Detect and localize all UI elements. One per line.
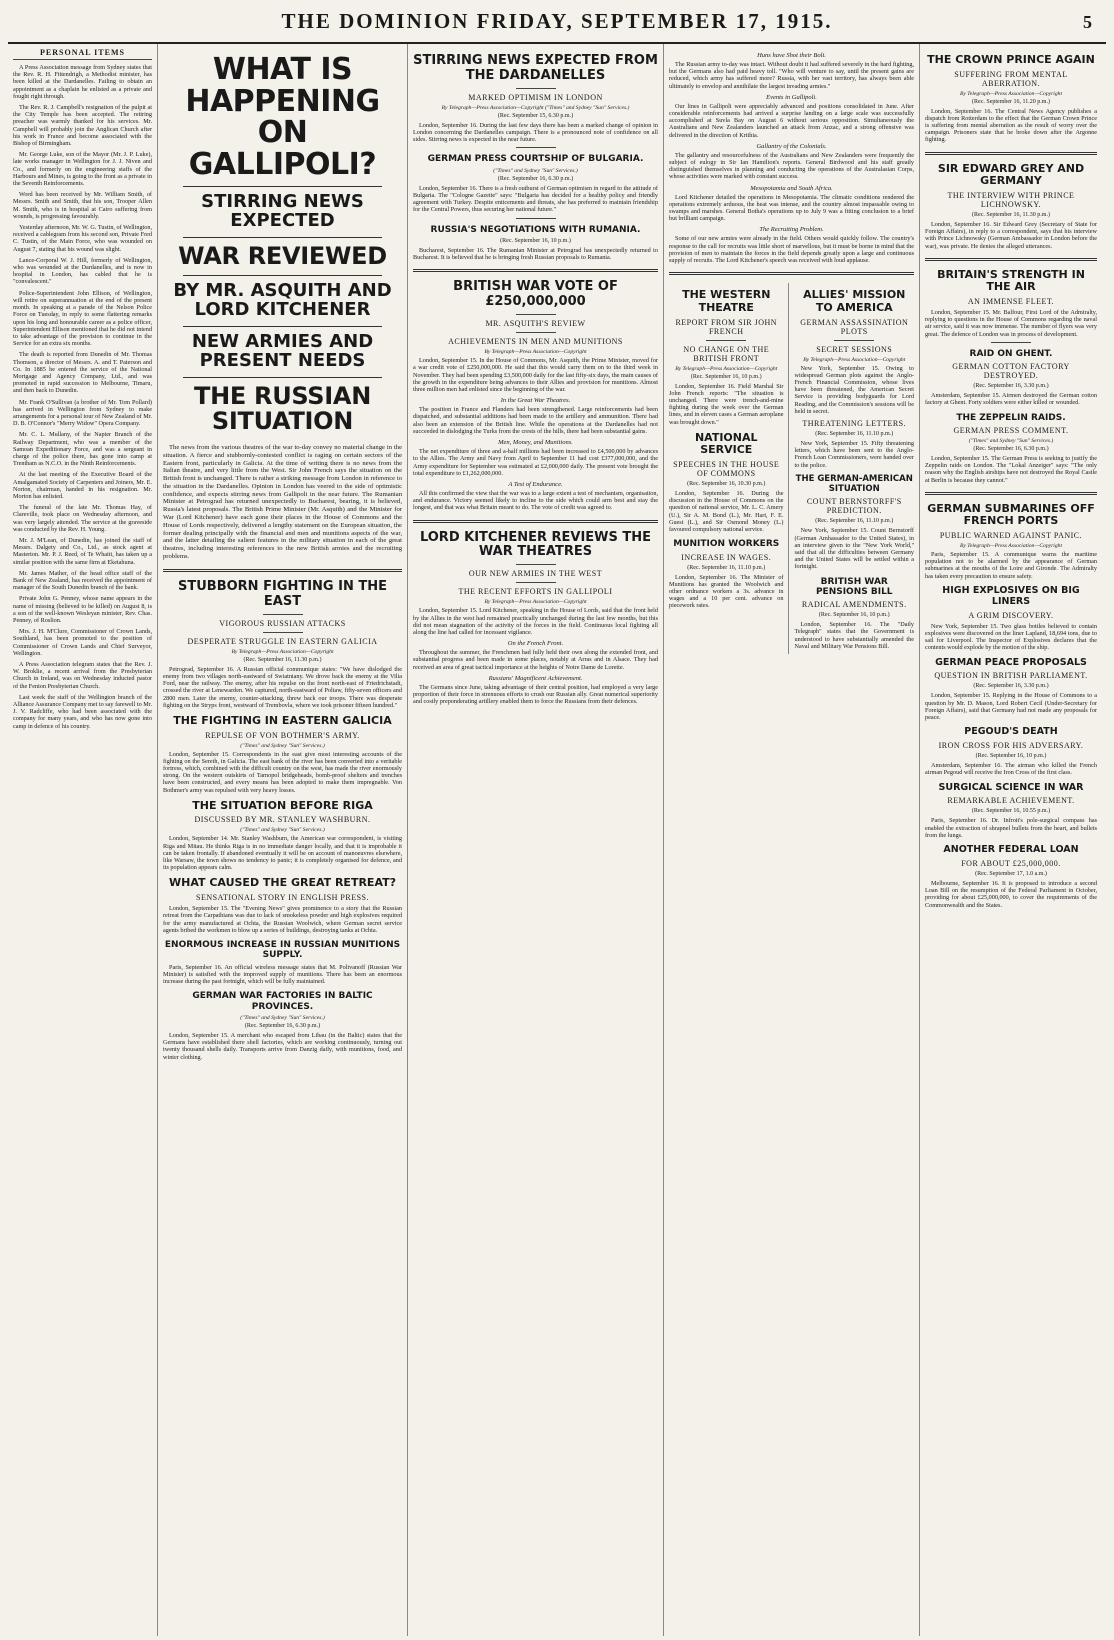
article-subhead: THREATENING LETTERS. — [802, 418, 907, 428]
dateline: (Rec. September 16, 6.30 p.m.) — [244, 1022, 321, 1029]
section-subhead: On the French Front. — [507, 640, 564, 648]
article-subhead: NO CHANGE ON THE BRITISH FRONT — [683, 344, 770, 363]
article-text: London, September 15. Mr. Balfour, First Lord of the Admiralty, replying to questions in the House of Commons regarding the naval air service, said it was now immense. The number of flyers was very great. The defence of London was in process of development. — [925, 309, 1097, 338]
byline: ("Times" and Sydney "Sun" Services.) — [240, 827, 325, 834]
divider — [413, 269, 658, 272]
section-subhead: Huns have Shot their Bolt. — [757, 52, 826, 59]
article-headline: ENORMOUS INCREASE IN RUSSIAN MUNITIONS SUPPLY. — [164, 939, 401, 961]
divider — [706, 340, 746, 341]
split-section — [669, 283, 914, 654]
article-subhead: MARKED OPTIMISM IN LONDON — [468, 92, 603, 102]
article-text: Throughout the summer, the Frenchmen had fully held their own along the extended front, and substantial progress and been made in some places, notably at Arras and in Alsace. They had received an area of great tactical importance at the heights of Notre Dame de Lorette. — [413, 649, 658, 671]
article-text: Paris, September 16. An official wireless message states that M. Polivanoff (Russian War Minister) is satisfied with the improved supply of munitions. There has been an enormous increase during the past fortnight, which will be fully maintained. — [163, 963, 402, 986]
article-text: London, September 16. During the discussion in the House of Commons on the question of national service, Mr. L. C. Amery (U.), Sir A. M. Bond (L.), Mr. Hart, F. E. Guest (L.), and Sir Osmond Money (L.) favoured compulsory national service. — [669, 490, 784, 534]
divider — [263, 632, 303, 633]
divider — [516, 582, 556, 583]
article-text: London, September 15. The "Evening News" gives prominence to a story that the Russian retreat from the Carpathians was due to lack of smokeless powder and high explosives required for the army manufactured at Ochta, the Russian Woolwich, where German secret service agents bribed the workmen to blow up a series of buildings, destroying tanks at Ochta. — [163, 905, 402, 934]
article-subhead: FOR ABOUT £25,000,000. — [961, 859, 1061, 869]
article-headline: RUSSIA'S NEGOTIATIONS WITH RUMANIA. — [430, 224, 641, 235]
masthead — [8, 0, 1106, 44]
article-headline: THE FIGHTING IN EASTERN GALICIA — [173, 713, 392, 727]
article-text: Lord Kitchener detailed the operations in Mesopotamia. The climatic conditions rendered the operations extremely arduous, the heat was intense, and the country almost impassable owing to swamps and marshes. General Botha's operations up to July 9 was a fitting conclusion to a brief but brilliant campaign. — [669, 193, 914, 223]
article-headline: ANOTHER FEDERAL LOAN — [943, 844, 1079, 856]
section-subhead: Events in Gallipoli. — [766, 93, 817, 101]
article-subhead: REPULSE OF VON BOTHMER'S ARMY. — [205, 730, 360, 740]
divider — [183, 186, 382, 187]
masthead-title: THE DOMINION FRIDAY, SEPTEMBER 17, 1915. — [281, 8, 833, 33]
dateline: (Rec. September 16, 11.10 p.m.) — [815, 518, 894, 525]
main-headline: WHAT IS HAPPENING ON GALLIPOLI? — [185, 52, 380, 182]
paragraph: Mr. J. M'Lean, of Dunedin, has joined the staff of Messrs. Dalgety and Co., Ltd., as stock agent at Masterton. Mr. P. J. Reed, of Te Whaiti, has taken up a similar position with the same firm at Eketahuna. — [13, 536, 152, 566]
article-headline: SIR EDWARD GREY AND GERMANY — [937, 161, 1085, 188]
article-headline: PEGOUD'S DEATH — [964, 726, 1058, 738]
paragraph: Mr. C. L. Mullany, of the Napier Branch of the Railway Department, who was a member of the Samoan Expeditionary Force, and was a sergeant in charge of the police there, has gone into camp at Trentham as N.C.O. in the Ninth Reinforcements. — [13, 431, 152, 468]
article-text: The net expenditure of three and a-half millions had been increased to £4,500,000 by advances to the Allies. The Army and Navy from April to September 11 had cost £377,000,000, and the Army expenditure for September was estimated at £2,000,000 daily. The present vote brought the total expenditure to £1,262,000,000. — [413, 448, 658, 477]
article-headline: GERMAN WAR FACTORIES IN BALTIC PROVINCES. — [192, 991, 373, 1012]
western-theatre-column — [669, 283, 789, 654]
paragraph: Word has been received by Mr. William Smith, of Messrs. Smith and Smith, that his son, Trooper Allen M. Smith, who is in hospital at Cairo suffering from wounds, is progressing favourably. — [13, 191, 152, 220]
intro-text: The news from the various theatres of the war to-day convey no material change in the situation. A fierce and stubbornly-contested conflict is raging on certain sectors of the Eastern front, particularly in Galicia. At the time of writing there is no news from the Italian theatre, and very little from the West. Sir John French says the situation on the British front is unchanged. There is rather a striking message from London in reference to the situation in the Dardanelles. Opinion in London has veered to the side of optimistic confidence, and expects stirring news from Gallipoli in the near future. The Rumanian Minister at Petrograd has returned unexpectedly to Bucharest, bearing, it is believed, Russia's latest proposals. The British Prime Minister (Mr. Asquith) and the Minister for War (Lord Kitchener) have each gone their places in the House of Commons and the House of Lords respectively, delivered a lengthy statement on the European situation, the former dealing principally with the financial and men and munitions aspects of the war, and the latter detailing the salient features in the military situation in each of the great theatres, including interesting references to the new British armies and the recruiting problems. — [163, 443, 402, 561]
article-text: The Russian army to-day was intact. Without doubt it had suffered severely in the hard fighting, but the Germans also had paid heavy toll. "Who will venture to say, until the present gains are reduced, which army has suffered more? Russia, with her vast territory, has always been able ultimately to envelop and annihilate the largest invading armies." — [669, 61, 914, 90]
dateline: (Rec. September 16, 6.30 p.m.) — [973, 445, 1049, 452]
dateline: (Rec. September 16, 11.10 p.m.) — [815, 430, 894, 437]
article-text: London, September 15. The German Press is seeking to justify the Zeppelin raids on London. The "Lokal Anzeiger" says: "The only reason why the English airships have not destroyed the Royal Castle at Berlin is because they cannot." — [925, 454, 1097, 484]
allies-mission-column — [795, 283, 915, 654]
dateline: (Rec. September 16, 10.30 p.m.) — [687, 481, 766, 488]
article-text: New York, September 15. Count Bernstorff (German Ambassador to the United States), in an interview given to the "New York World," said that all the difficulties between Germany and the United States will be settled within a fortnight. — [794, 527, 914, 571]
divider — [516, 332, 556, 333]
article-headline: THE GERMAN-AMERICAN SITUATION — [795, 473, 913, 494]
article-subhead: RADICAL AMENDMENTS. — [801, 600, 907, 610]
column-personal-items — [8, 44, 158, 1636]
dateline: (Rec. September 16, 10 p.m.) — [975, 753, 1047, 760]
article-subhead: GERMAN PRESS COMMENT. — [953, 425, 1069, 435]
article-text: Paris, September 16. Dr. Infroit's pole-surgical compass has enabled the extraction of shrapnel bullets from the heart, and bullets from the lungs. — [925, 817, 1097, 839]
divider — [183, 377, 382, 378]
article-subhead: SECRET SESSIONS — [816, 344, 893, 354]
paragraph: At the last meeting of the Executive Board of the Amalgamated Society of Carpenters and Joiners, Mr. E. Norton, chairman, handed in his resignation. Mr. Morton has enlisted. — [13, 471, 152, 500]
article-headline: MUNITION WORKERS — [673, 539, 780, 550]
byline: ("Times" and Sydney "Sun" Services.) — [968, 437, 1054, 444]
paragraph: Last week the staff of the Wellington branch of the Alliance Assurance Company met to say farewell to Mr. J. V. Radcliffe, who had been associated with the company for many years, and who has now gone into camp in defence of his country. — [13, 693, 153, 730]
column-war-news — [408, 44, 664, 1636]
divider — [925, 492, 1097, 495]
article-subhead: REPORT FROM SIR JOHN FRENCH — [675, 317, 778, 336]
paragraph: The Rev. R. J. Campbell's resignation of the pulpit at the City Temple has been accepted. The retiring preacher was warmly thanked for his services. Mr. Campbell will probably join the Anglican Church after his work in France and become associated with the Bishop of Birmingham. — [13, 104, 152, 148]
byline: By Telegraph—Press Association—Copyright — [675, 365, 778, 372]
paragraph: Private John G. Penney, whose name appears in the name of missing (believed to be killed) on August 8, is a son of the well-known Wesleyan minister, Rev. Chas. Penney, of Roslion. — [13, 595, 152, 625]
article-text: London, September 14. Mr. Stanley Washburn, the American war correspondent, is visiting Riga and Mitau. He thinks Riga is in no immediate danger locally, and that it is improbable it can be taken frontally. If abandoned eventually it will be on account of manoeuvres elsewhere, like Warsaw, the town shows no tendency to panic; it is completely organised for defence, and its population appears calm. — [163, 835, 402, 872]
article-text: New York, September 15. Owing to widespread German plots against the Anglo-French Financial Commission, whose lives have been threatened, the American Secret Service is providing bodyguards for Lord Reading, and the Commission's sessions will be held in secret. — [794, 364, 914, 415]
divider — [669, 272, 914, 275]
section-subhead: The Recruiting Problem. — [759, 226, 824, 234]
paragraph: A Press Association message from Sydney states that the Rev. R. H. Fittendrigh, a Methodist minister, has been killed at the Dardanelles. Failing to obtain an appointment as a chaplain he enlisted as a private and fought right through. — [13, 64, 152, 100]
paragraph: Mr. George Luke, son of the Mayor (Mr. J. P. Luke), late works manager in Wellington for J. J. Niven and Co., and formerly on the engineering staffs of the Harbours and Mines, is going to the front as a private in the Seventh Reinforcements. — [13, 151, 152, 188]
dateline: (Rec. September 16, 11.20 p.m.) — [972, 98, 1050, 105]
divider — [183, 326, 382, 327]
dateline: (Rec. September 16, 11.30 p.m.) — [243, 656, 322, 663]
article-text: London, September 16. The Minister of Munitions has granted the Woolwich and other ordnance workers a 3s. advance in wages and a 10 per cent. advance on piecework rates. — [669, 573, 784, 610]
article-subhead: IRON CROSS FOR HIS ADVERSARY. — [938, 741, 1084, 751]
article-headline: THE CROWN PRINCE AGAIN — [927, 53, 1095, 66]
divider — [925, 152, 1097, 155]
article-subhead: SUFFERING FROM MENTAL ABERRATION. — [954, 69, 1068, 88]
article-text: New York, September 15. Fifty threatening letters, which have been sent to the Anglo-French Loan Commissioners, were handed over to the police. — [794, 439, 914, 469]
section-subhead: Russians' Magnificent Achievement. — [488, 674, 583, 682]
column-main-story — [158, 44, 408, 1636]
divider — [516, 147, 556, 148]
byline: By Telegraph—Press Association—Copyright — [959, 543, 1063, 550]
dateline: (Rec. September 15, 6.30 p.m.) — [497, 112, 574, 119]
divider — [925, 258, 1097, 261]
paragraph: Police-Superintendent John Ellison, of Wellington, will retire on superannuation at the end of the present month. In speaking at a parade of the Nelson Police Force on Tuesday, in reply to some flattering remarks upon his long and honourable career as a police officer, Superintendent Ellison mentioned that he did not intend to take advantage of the provision to continue in the Service for an extra six months. — [13, 289, 152, 348]
divider — [263, 614, 303, 615]
divider — [516, 564, 556, 565]
divider — [413, 520, 658, 523]
section-subhead: Men, Money, and Munitions. — [498, 439, 573, 447]
article-subhead: MR. ASQUITH'S REVIEW — [485, 319, 586, 329]
article-subhead: THE INTERVIEW WITH PRINCE LICHNOWSKY. — [947, 190, 1075, 209]
column-cables — [920, 44, 1102, 1636]
byline: By Telegraph—Press Association—Copyright — [959, 90, 1063, 97]
article-subhead: GERMAN ASSASSINATION PLOTS — [800, 317, 909, 336]
article-subhead: AN IMMENSE FLEET. — [967, 297, 1055, 307]
byline: ("Times" and Sydney "Sun" Services.) — [240, 742, 325, 749]
deck-headline: THE RUSSIAN SITUATION — [194, 381, 371, 435]
section-title: PERSONAL ITEMS — [13, 48, 152, 60]
article-headline: STIRRING NEWS EXPECTED FROM THE DARDANELLES — [413, 53, 658, 83]
article-subhead: OUR NEW ARMIES IN THE WEST — [468, 569, 603, 579]
byline: By Telegraph—Press Association—Copyright — [484, 349, 587, 356]
article-headline: BRITISH WAR VOTE OF £250,000,000 — [453, 279, 618, 310]
paragraph: The death is reported from Dunedin of Mr. Thomas Thomson, a director of Messrs. A. and T. Paterson and Co. In 1885 he entered the service of the National Mortgage and Agency Company, Ltd., and was promoted in rapid succession to Melbourne, Timaru, and then back to Dunedin. — [13, 351, 152, 395]
article-text: The Germans since June, taking advantage of their central position, had employed a very large proportion of their force in strenuous efforts to crush our Russian ally. Great numerical superiority and costly preponderating artillery enabled them to force the Russians from their defences. — [413, 683, 658, 706]
dateline: (Rec. September 16, 10 p.m.) — [500, 237, 571, 244]
article-subhead: REMARKABLE ACHIEVEMENT. — [947, 796, 1075, 806]
byline: ("Times" and Sydney "Sun" Services.) — [240, 1014, 325, 1021]
divider — [991, 342, 1031, 343]
paragraph: Lance-Corporal W. J. Hill, formerly of Wellington, who was wounded at the Dardanelles, and is now in hospital in London, has cabled that he is "convalescent." — [13, 256, 152, 286]
divider — [516, 218, 556, 219]
dateline: (Rec. September 16, 11.30 p.m.) — [972, 211, 1050, 218]
article-headline: ALLIES' MISSION TO AMERICA — [803, 288, 906, 314]
article-text: London, September 15. In the House of Commons, Mr. Asquith, the Prime Minister, moved for a war credit vote of £250,000,000. He said that this would carry them on to the third week in November. They had been spending £3,500,000 daily for the last fifty-six days, the main causes of the growth in the expenditure being advances to their Allies and provision for munitions. Almost three million men had enlisted since the beginning of the war. — [413, 357, 658, 394]
paragraph: A Press Association telegram states that the Rev. J. W. Broklie, a recent arrival from the Presbyterian Church in Ireland, was on Wednesday inducted pastor of the Fenton Presbyterian Church. — [13, 661, 152, 690]
article-text: Amsterdam, September 16. The airman who killed the French airman Pegoud will receive the Iron Cross of the first class. — [925, 762, 1097, 777]
columns — [8, 44, 1106, 1636]
section-subhead: Mesopotamia and South Africa. — [750, 184, 833, 192]
article-headline: NATIONAL SERVICE — [694, 430, 758, 457]
article-text: London, September 15. Replying in the House of Commons to a question by Mr. D. Mason, Lord Robert Cecil (Under-Secretary for Foreign Affairs), said that Germany had not made any proposals for peace. — [925, 692, 1097, 722]
article-subhead: A GRIM DISCOVERY. — [968, 610, 1054, 620]
article-subhead: SENSATIONAL STORY IN ENGLISH PRESS. — [196, 893, 369, 903]
paragraph: Mrs. J. H. M'Clure, Commissioner of Crown Lands, Southland, has been promoted to the position of Commissioner of Crown Lands and Chief Surveyor, Wellington. — [13, 628, 152, 657]
paragraph: Mr. James Mather, of the head office staff of the Bank of New Zealand, has received the appointment of manager of the South Dunedin branch of the bank. — [13, 569, 152, 592]
dateline: (Rec. September 16, 3.30 p.m.) — [973, 683, 1049, 690]
byline: By Telegraph—Press Association—Copyright — [803, 356, 906, 363]
article-headline: WHAT CAUSED THE GREAT RETREAT? — [169, 876, 396, 890]
dateline: (Rec. September 16, 11.10 p.m.) — [687, 564, 766, 571]
byline: By Telegraph—Press Association—Copyright — [484, 599, 587, 606]
article-headline: RAID ON GHENT. — [969, 348, 1053, 359]
divider — [516, 314, 556, 315]
article-text: All this confirmed the view that the war was to a large extent a test of mechanism, organisation, and endurance. Victory seemed likely to incline to the side which could arm best and stay the longest, and that was what Britain meant to do. The vote of credit was agreed to. — [413, 489, 658, 512]
page-number: 5 — [1083, 12, 1092, 32]
section-subhead: In the Great War Theatres. — [500, 397, 571, 405]
deck-headline: STIRRING NEWS EXPECTED — [201, 191, 364, 231]
article-headline: HIGH EXPLOSIVES ON BIG LINERS — [942, 584, 1080, 607]
divider — [163, 569, 402, 572]
article-text: London, September 15. A merchant who escaped from Libau (in the Baltic) states that the Germans have established there shell factories, which are working continuously, turning out twenty thousand shells daily. Transports arrive from Danzig daily, with munitions, food, and winter clothing. — [163, 1031, 402, 1061]
article-headline: SURGICAL SCIENCE IN WAR — [938, 781, 1084, 793]
byline: ("Times" and Sydney "Sun" Services.) — [493, 167, 578, 174]
article-text: Petrograd, September 16. A Russian official communique states: "We have dislodged the enemy from two villages north-eastward of Swiatniany. We drove back the enemy at the Vilia Ford, near the railway. The enemy, after his repulse on the front north-east of Friedrichstadt, crossed the river at Lenewarden. We captured, north-eastward of Poltaw, fifty-seven officers and 2800 men. Later the enemy, counter-attacking, threw back our troops. There was desperate fighting on the Stryps front, westward of Trembovla, where we took prisoner fifteen hundred." — [163, 665, 402, 709]
byline: By Telegraph—Press Association—Copyright ("Times" and Sydney "Sun" Services.) — [441, 104, 630, 111]
divider — [183, 237, 382, 238]
deck-headline: WAR REVIEWED — [178, 241, 387, 270]
article-subhead: ACHIEVEMENTS IN MEN AND MUNITIONS — [448, 337, 623, 347]
article-headline: THE SITUATION BEFORE RIGA — [192, 798, 373, 812]
byline: By Telegraph—Press Association—Copyright — [231, 648, 334, 655]
article-subhead: COUNT BERNSTORFF'S PREDICTION. — [806, 497, 902, 516]
article-headline: THE WESTERN THEATRE — [682, 288, 771, 314]
article-text: Paris, September 15. A communique warns the maritime population not to be alarmed by the appearance of German submarines at the mouths of the Loire and Gironde. The Admiralty has taken every precaution to ensure safety. — [925, 551, 1097, 580]
article-text: The position in France and Flanders had been strengthened. Large reinforcements had been dispatched, and substantial additions had been made to the artillery and ammunition. There had also been an extension of the British line. While the operations at the Dardanelles had not succeeded in dislodging the Turks from the crests of the hills, there had been substantial gains. — [413, 406, 658, 435]
deck-headline: BY MR. ASQUITH AND LORD KITCHENER — [173, 279, 392, 320]
article-text: London, September 16. Field Marshal Sir John French reports: "The situation is unchanged. There were trench-and-mine fighting during the week over the German lines, and in eleven cases a German aeroplane was brought down." — [669, 382, 784, 426]
article-headline: LORD KITCHENER REVIEWS THE WAR THEATRES — [419, 529, 652, 560]
article-text: Our lines in Gallipoli were appreciably advanced and positions consolidated in June. After considerable reinforcements had arrived a surprise landing on a large scale was successfully accomplished at Suvla Bay on August 6 without serious opposition. Simultaneously the Australians and New Zealanders launched an attack from Anzac, and a strong offensive was delivered in the direction of Krithia. — [669, 102, 914, 139]
column-kitchener-continued — [664, 44, 920, 1636]
article-text: London, September 15. Lord Kitchener, speaking in the House of Lords, said that the front held by the Allies in the west had remained practically unchanged during the last few months, but this did not mean stagnation of the activity of the forces in the field. Continuous local fighting all along the line had called for incessant vigilance. — [413, 607, 658, 636]
divider — [183, 275, 382, 276]
dateline: (Rec. September 16, 10 p.m.) — [690, 373, 762, 380]
dateline: (Rec. September 16, 3.30 p.m.) — [973, 383, 1049, 390]
article-headline: STUBBORN FIGHTING IN THE EAST — [178, 578, 387, 609]
section-subhead: A Test of Endurance. — [508, 480, 563, 488]
article-headline: GERMAN PEACE PROPOSALS — [935, 656, 1087, 668]
section-subhead: Gallantry of the Colonials. — [756, 142, 827, 150]
article-text: Melbourne, September 16. It is proposed to introduce a second Loan Bill on the resumption of the Federal Parliament in October, providing for about £25,000,000, to cover the requirements of the Commonwealth and the States. — [925, 880, 1097, 909]
article-subhead: GERMAN COTTON FACTORY DESTROYED. — [952, 362, 1070, 381]
deck-headline: NEW ARMIES AND PRESENT NEEDS — [191, 330, 374, 371]
article-headline: THE ZEPPELIN RAIDS. — [956, 412, 1066, 423]
article-text: The gallantry and resourcefulness of the Australians and New Zealanders were frequently the subject of eulogy in Sir Ian Hamilton's reports. General Birdwood and his staff greatly distinguished themselves in planning and conducting the operations of the Australasian Corps, whose activities were marked with constant success. — [669, 151, 914, 181]
article-subhead: PUBLIC WARNED AGAINST PANIC. — [939, 531, 1083, 541]
article-headline: BRITAIN'S STRENGTH IN THE AIR — [937, 267, 1085, 294]
article-text: London, September 16. Sir Edward Grey (Secretary of State for Foreign Affairs), in reply to a correspondent, says that his interview with Prince Lichnowsky (German Ambassador in London before the war), was private. He denies the alleged utterances. — [925, 220, 1097, 250]
article-text: New York, September 15. Two glass bottles believed to contain explosives were discovered on the liner Lapland, 18,694 tons, due to sail for Liverpool. The Inspector of Explosives declares that the contents would explode by the motion of the ship. — [925, 622, 1097, 652]
article-text: Amsterdam, September 15. Airmen destroyed the German cotton factory at Ghent. Forty soldiers were either killed or wounded. — [925, 392, 1097, 407]
article-text: Bucharest, September 16. The Rumanian Minister at Petrograd has unexpectedly returned to Bucharest. It is believed that he is bringing fresh Russian proposals to Rumania. — [413, 246, 658, 262]
article-text: London, September 16. The "Daily Telegraph" states that the Government is understood to have substantially amended the Naval and Military War Pensions Bill. — [794, 621, 914, 650]
dateline: (Rec. September 16, 10.55 p.m.) — [971, 808, 1051, 815]
article-subhead: QUESTION IN BRITISH PARLIAMENT. — [934, 671, 1088, 681]
article-headline: GERMAN PRESS COURTSHIP OF BULGARIA. — [427, 154, 644, 165]
article-subhead: SPEECHES IN THE HOUSE OF COMMONS — [673, 460, 780, 479]
article-text: London, September 15. Correspondents in the east give most interesting accounts of the fighting on the Sereth, in Galicia. The east bank of the river has been converted into a veritable fortress, which, combined with the difficult country on the west, has made the river enormously strong. On the western outskirts of Tarnopol bridgeheads, bomb-proof shelters and trenches have been constructed, and every means has been adopted to make them impregnable. Von Bothmer's army was repulsed with very heavy losses. — [163, 750, 402, 794]
divider — [516, 88, 556, 89]
article-headline: BRITISH WAR PENSIONS BILL — [815, 576, 893, 597]
paragraph: Mr. Frank O'Sullivan (a brother of Mr. Tom Pollard) has arrived in Wellington from Sydney to make arrangements for a personal tour of New Zealand of Mr. D. B. O'Connor's "Merry Widow" Opera Company. — [13, 398, 152, 428]
dateline: (Rec. September 17, 1.0 a.m.) — [975, 871, 1047, 878]
article-text: London, September 16. There is a fresh outburst of German optimism in regard to the attitude of Bulgaria. The "Cologne Gazette" says: "Bulgaria has decided for a healthy policy and friendly agreement with Turkey. Despite enticements and threats, she has preferred to maintain friendship for the Central Powers, thus securing her national future." — [413, 184, 658, 214]
divider — [834, 340, 874, 341]
article-text: Some of our new armies were already in the field. Others would quickly follow. The country's response to the call for recruits was little short of marvellous, but it must be borne in mind that the provision of men to maintain the forces in the field depends greatly upon a large and continuous supply of recruits. The Lord Kitchener's speech was received with loud applause. — [669, 235, 914, 265]
paragraph: Yesterday afternoon, Mr. W. G. Tustin, of Wellington, received a cablegram from his second son, Private Fred C. Tustin, of the Main Force, who was wounded on August 7, stating that his wound was slight. — [13, 224, 152, 253]
dateline: (Rec. September 16, 10 p.m.) — [818, 612, 890, 619]
article-text: London, September 16. During the last few days there has been a marked change of opinion in London concerning the Dardanelles campaign. There is a pronounced note of confidence on all sides. Stirring news is expected in the near future. — [413, 121, 658, 144]
article-subhead: THE RECENT EFFORTS IN GALLIPOLI — [458, 587, 613, 597]
article-subhead: INCREASE IN WAGES. — [681, 552, 772, 562]
article-subhead: DESPERATE STRUGGLE IN EASTERN GALICIA — [187, 636, 378, 646]
article-text: London, September 16. The Central News Agency publishes a dispatch from Rotterdam to the effect that the German Crown Prince is suffering from mental aberration as the result of worry over the campaign. Prisoners state that he broke down after the Argonne fighting. — [925, 107, 1097, 144]
article-subhead: VIGOROUS RUSSIAN ATTACKS — [219, 618, 346, 628]
paragraph: The funeral of the late Mr. Thomas Hay, of Clareville, took place on Wednesday afternoon, and was very largely attended. The service at the graveside was conducted by the Rev. H. Young. — [13, 504, 152, 533]
dateline: (Rec. September 16, 6.30 p.m.) — [497, 175, 574, 182]
article-subhead: DISCUSSED BY MR. STANLEY WASHBURN. — [194, 815, 371, 825]
article-headline: GERMAN SUBMARINES OFF FRENCH PORTS — [927, 501, 1095, 528]
